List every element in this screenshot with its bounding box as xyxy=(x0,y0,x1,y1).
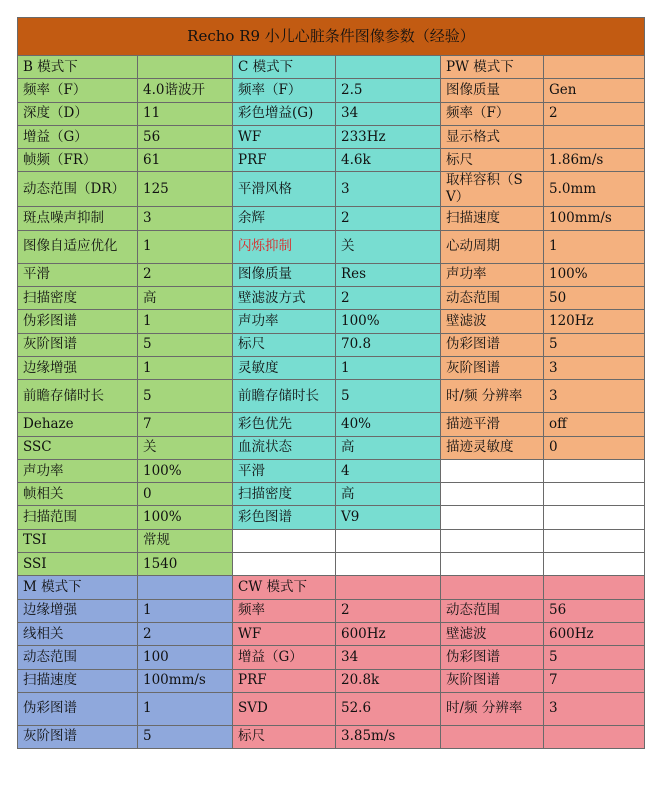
cell-right-value xyxy=(544,483,645,506)
cell-b-param: SSI xyxy=(18,553,138,576)
cell-right-value: 100mm/s xyxy=(544,207,645,230)
cell-mid-value: 34 xyxy=(336,646,441,669)
cell-b-param: 伪彩图谱 xyxy=(18,310,138,333)
cell-b-param: 灰阶图谱 xyxy=(18,333,138,356)
table-row xyxy=(18,436,645,459)
cell-mid-param: 壁滤波方式 xyxy=(233,287,336,310)
cell-mid-value: 4 xyxy=(336,459,441,482)
cell-mid-param: 灵敏度 xyxy=(233,356,336,379)
cell-mid-param: 彩色图谱 xyxy=(233,506,336,529)
cell-mid-param: PRF xyxy=(233,669,336,692)
cell-right-value: 100% xyxy=(544,263,645,286)
cell-right-value: 3 xyxy=(544,692,645,725)
table-row xyxy=(18,125,645,148)
cell-right-value xyxy=(544,125,645,148)
cell-b-param: 动态范围（DR） xyxy=(18,172,138,207)
cell-right-param: 壁滤波 xyxy=(441,622,544,645)
cell-b-value: 1 xyxy=(138,230,233,263)
table-row xyxy=(18,483,645,506)
cell-mid-value xyxy=(336,553,441,576)
cell-b-param: 声功率 xyxy=(18,459,138,482)
cell-b-param: 平滑 xyxy=(18,263,138,286)
cell-mid-param: 扫描密度 xyxy=(233,483,336,506)
cell-mid-value: 4.6k xyxy=(336,149,441,172)
cell-b-param: M 模式下 xyxy=(18,576,138,599)
cell-right-value: 5 xyxy=(544,333,645,356)
cell-b-param: 增益（G） xyxy=(18,125,138,148)
cell-right-param: 声功率 xyxy=(441,263,544,286)
table-row xyxy=(18,599,645,622)
table-row xyxy=(18,56,645,79)
cell-right-value xyxy=(544,553,645,576)
cell-right-param: 灰阶图谱 xyxy=(441,669,544,692)
cell-mid-value: 高 xyxy=(336,483,441,506)
cell-b-param: 频率（F） xyxy=(18,79,138,102)
table-row xyxy=(18,310,645,333)
cell-mid-value: 233Hz xyxy=(336,125,441,148)
cell-b-param: 深度（D） xyxy=(18,102,138,125)
cell-b-value xyxy=(138,576,233,599)
cell-mid-value: 2 xyxy=(336,207,441,230)
cell-mid-param: 彩色优先 xyxy=(233,413,336,436)
cell-mid-param: C 模式下 xyxy=(233,56,336,79)
cell-right-param: 灰阶图谱 xyxy=(441,356,544,379)
cell-b-value: 5 xyxy=(138,380,233,413)
cell-mid-value: Res xyxy=(336,263,441,286)
cell-b-value: 61 xyxy=(138,149,233,172)
cell-mid-value xyxy=(336,576,441,599)
cell-right-param: 标尺 xyxy=(441,149,544,172)
cell-mid-value: 40% xyxy=(336,413,441,436)
table-row xyxy=(18,356,645,379)
cell-b-value: 100% xyxy=(138,506,233,529)
cell-b-param: 帧频（FR） xyxy=(18,149,138,172)
cell-mid-param: 图像质量 xyxy=(233,263,336,286)
cell-mid-param: CW 模式下 xyxy=(233,576,336,599)
table-row xyxy=(18,413,645,436)
cell-right-param: 显示格式 xyxy=(441,125,544,148)
table-row xyxy=(18,333,645,356)
table-row xyxy=(18,529,645,552)
cell-right-value: 50 xyxy=(544,287,645,310)
cell-mid-param: 声功率 xyxy=(233,310,336,333)
table-row xyxy=(18,692,645,725)
table-row xyxy=(18,263,645,286)
cell-mid-param: 标尺 xyxy=(233,725,336,748)
cell-right-param: 伪彩图谱 xyxy=(441,646,544,669)
cell-right-param xyxy=(441,459,544,482)
cell-right-value: 1 xyxy=(544,230,645,263)
cell-b-param: 前瞻存储时长 xyxy=(18,380,138,413)
cell-mid-param: 增益（G） xyxy=(233,646,336,669)
cell-b-value xyxy=(138,56,233,79)
cell-mid-param: 闪烁抑制 xyxy=(233,230,336,263)
cell-mid-param: WF xyxy=(233,622,336,645)
cell-b-param: TSI xyxy=(18,529,138,552)
table-row xyxy=(18,459,645,482)
cell-b-param: 灰阶图谱 xyxy=(18,725,138,748)
cell-b-value: 100mm/s xyxy=(138,669,233,692)
cell-mid-value xyxy=(336,529,441,552)
cell-mid-value: 3 xyxy=(336,172,441,207)
cell-b-value: 1 xyxy=(138,310,233,333)
cell-b-value: 1 xyxy=(138,356,233,379)
cell-b-value: 5 xyxy=(138,333,233,356)
cell-mid-param: 频率 xyxy=(233,599,336,622)
cell-mid-value: 100% xyxy=(336,310,441,333)
cell-mid-value: 高 xyxy=(336,436,441,459)
table-row xyxy=(18,102,645,125)
cell-right-value xyxy=(544,529,645,552)
table-row xyxy=(18,79,645,102)
cell-right-param xyxy=(441,483,544,506)
cell-b-param: SSC xyxy=(18,436,138,459)
cell-b-value: 100% xyxy=(138,459,233,482)
cell-mid-param xyxy=(233,529,336,552)
cell-b-param: 图像自适应优化 xyxy=(18,230,138,263)
cell-right-param: 时/频 分辨率 xyxy=(441,380,544,413)
cell-mid-value: 1 xyxy=(336,356,441,379)
cell-mid-param: WF xyxy=(233,125,336,148)
table-row xyxy=(18,172,645,207)
parameter-table xyxy=(17,17,645,749)
cell-right-param xyxy=(441,506,544,529)
cell-b-value: 常规 xyxy=(138,529,233,552)
cell-b-param: 伪彩图谱 xyxy=(18,692,138,725)
cell-b-value: 11 xyxy=(138,102,233,125)
cell-right-value: 600Hz xyxy=(544,622,645,645)
cell-b-value: 1 xyxy=(138,692,233,725)
cell-right-value: 3 xyxy=(544,380,645,413)
cell-right-param xyxy=(441,576,544,599)
cell-mid-param xyxy=(233,553,336,576)
cell-mid-value: 20.8k xyxy=(336,669,441,692)
cell-right-value: 2 xyxy=(544,102,645,125)
table-row xyxy=(18,725,645,748)
cell-right-param: 伪彩图谱 xyxy=(441,333,544,356)
cell-mid-value: 2 xyxy=(336,599,441,622)
cell-right-param: 图像质量 xyxy=(441,79,544,102)
cell-b-param: 边缘增强 xyxy=(18,599,138,622)
cell-mid-value: 34 xyxy=(336,102,441,125)
cell-right-param: 取样容积（SV） xyxy=(441,172,544,207)
cell-mid-param: 彩色增益(G) xyxy=(233,102,336,125)
cell-b-param: 帧相关 xyxy=(18,483,138,506)
table-row xyxy=(18,553,645,576)
cell-b-value: 4.0谐波开 xyxy=(138,79,233,102)
cell-right-value xyxy=(544,506,645,529)
cell-mid-value: 2.5 xyxy=(336,79,441,102)
cell-mid-value: 52.6 xyxy=(336,692,441,725)
cell-right-param: 壁滤波 xyxy=(441,310,544,333)
cell-right-value: 3 xyxy=(544,356,645,379)
title-row xyxy=(18,18,645,56)
table-row xyxy=(18,287,645,310)
cell-b-param: Dehaze xyxy=(18,413,138,436)
cell-right-param xyxy=(441,725,544,748)
cell-right-param: 动态范围 xyxy=(441,287,544,310)
cell-right-value: 1.86m/s xyxy=(544,149,645,172)
cell-b-value: 100 xyxy=(138,646,233,669)
cell-right-param xyxy=(441,529,544,552)
cell-b-value: 1 xyxy=(138,599,233,622)
cell-mid-param: 余辉 xyxy=(233,207,336,230)
cell-b-param: 动态范围 xyxy=(18,646,138,669)
cell-right-param xyxy=(441,553,544,576)
cell-b-param: 边缘增强 xyxy=(18,356,138,379)
cell-b-value: 7 xyxy=(138,413,233,436)
cell-b-value: 5 xyxy=(138,725,233,748)
table-row xyxy=(18,207,645,230)
cell-b-param: 扫描密度 xyxy=(18,287,138,310)
cell-mid-param: 平滑 xyxy=(233,459,336,482)
cell-b-value: 3 xyxy=(138,207,233,230)
cell-b-value: 56 xyxy=(138,125,233,148)
cell-b-param: 扫描速度 xyxy=(18,669,138,692)
cell-mid-value: V9 xyxy=(336,506,441,529)
cell-right-value xyxy=(544,56,645,79)
table-row xyxy=(18,646,645,669)
cell-mid-value: 600Hz xyxy=(336,622,441,645)
cell-mid-value: 70.8 xyxy=(336,333,441,356)
cell-right-param: 动态范围 xyxy=(441,599,544,622)
cell-mid-param: SVD xyxy=(233,692,336,725)
table-row xyxy=(18,230,645,263)
cell-right-param: PW 模式下 xyxy=(441,56,544,79)
cell-mid-param: 前瞻存储时长 xyxy=(233,380,336,413)
cell-right-value: 5.0mm xyxy=(544,172,645,207)
cell-b-value: 2 xyxy=(138,622,233,645)
cell-mid-value: 3.85m/s xyxy=(336,725,441,748)
cell-mid-value: 2 xyxy=(336,287,441,310)
cell-b-value: 2 xyxy=(138,263,233,286)
table-row xyxy=(18,576,645,599)
cell-mid-value: 关 xyxy=(336,230,441,263)
cell-mid-param: 平滑风格 xyxy=(233,172,336,207)
table-title: Recho R9 小儿心脏条件图像参数（经验） xyxy=(18,18,645,56)
cell-right-param: 时/频 分辨率 xyxy=(441,692,544,725)
cell-b-param: 线相关 xyxy=(18,622,138,645)
cell-mid-param: PRF xyxy=(233,149,336,172)
table-row xyxy=(18,622,645,645)
cell-right-value: 120Hz xyxy=(544,310,645,333)
table-row xyxy=(18,149,645,172)
cell-right-value: Gen xyxy=(544,79,645,102)
cell-right-param: 频率（F） xyxy=(441,102,544,125)
cell-right-value: 5 xyxy=(544,646,645,669)
cell-b-param: 斑点噪声抑制 xyxy=(18,207,138,230)
cell-right-param: 描迹灵敏度 xyxy=(441,436,544,459)
cell-right-param: 扫描速度 xyxy=(441,207,544,230)
cell-right-value: 7 xyxy=(544,669,645,692)
cell-right-value xyxy=(544,725,645,748)
cell-mid-param: 标尺 xyxy=(233,333,336,356)
cell-mid-param: 血流状态 xyxy=(233,436,336,459)
table-row xyxy=(18,506,645,529)
cell-b-value: 高 xyxy=(138,287,233,310)
cell-b-value: 125 xyxy=(138,172,233,207)
cell-b-param: 扫描范围 xyxy=(18,506,138,529)
cell-mid-value xyxy=(336,56,441,79)
table-row xyxy=(18,380,645,413)
table-row xyxy=(18,669,645,692)
cell-right-value xyxy=(544,459,645,482)
cell-right-value: 0 xyxy=(544,436,645,459)
cell-b-value: 0 xyxy=(138,483,233,506)
cell-right-value: off xyxy=(544,413,645,436)
cell-right-param: 心动周期 xyxy=(441,230,544,263)
cell-right-value: 56 xyxy=(544,599,645,622)
cell-right-value xyxy=(544,576,645,599)
cell-mid-param: 频率（F） xyxy=(233,79,336,102)
cell-mid-value: 5 xyxy=(336,380,441,413)
cell-b-param: B 模式下 xyxy=(18,56,138,79)
cell-right-param: 描迹平滑 xyxy=(441,413,544,436)
cell-b-value: 关 xyxy=(138,436,233,459)
cell-b-value: 1540 xyxy=(138,553,233,576)
